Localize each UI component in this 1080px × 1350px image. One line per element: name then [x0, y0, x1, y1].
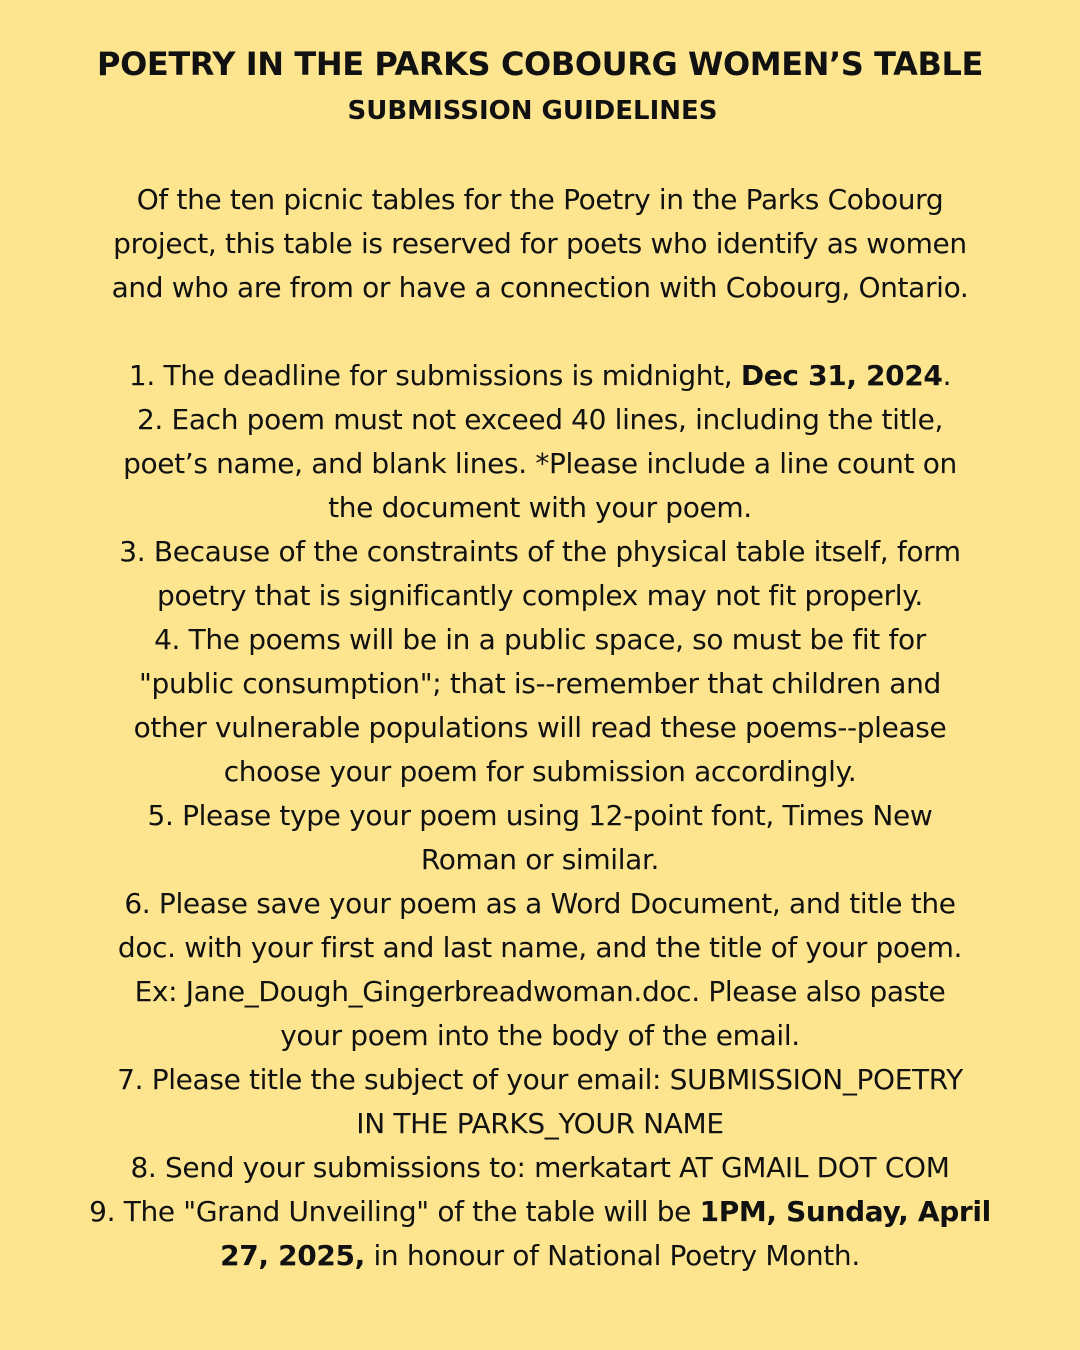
deadline-date: Dec 31, 2024 — [740, 359, 943, 392]
guideline-font — [40, 794, 1040, 882]
page-subtitle: SUBMISSION GUIDELINES — [347, 96, 718, 126]
guideline-line — [40, 1190, 1040, 1234]
intro-line: Of the ten picnic tables for the Poetry in the Parks Cobourg — [136, 183, 944, 216]
page-title: POETRY IN THE PARKS COBOURG WOMEN’S TABLE — [97, 45, 983, 83]
guideline-line: poetry that is significantly complex may not fit properly. — [157, 579, 923, 612]
guideline-line — [40, 1234, 1040, 1278]
guideline-line: poet’s name, and blank lines. *Please include a line count on — [123, 447, 957, 480]
guideline-line: choose your poem for submission accordingly. — [223, 755, 857, 788]
guideline-line: other vulnerable populations will read these poems--please — [133, 711, 947, 744]
guideline-line: "public consumption"; that is--remember that children and — [139, 667, 941, 700]
guideline-file-format — [40, 882, 1040, 1058]
guideline-public-space — [40, 618, 1040, 794]
guideline-line: your poem into the body of the email. — [280, 1019, 800, 1052]
body-text — [40, 178, 1040, 1278]
guideline-line: Ex: Jane_Dough_Gingerbreadwoman.doc. Please also paste — [134, 975, 946, 1008]
guideline-line: IN THE PARKS_YOUR NAME — [356, 1107, 724, 1140]
guideline-text: 1. The deadline for submissions is midnight, — [128, 359, 741, 392]
guideline-line-limit — [40, 398, 1040, 530]
guideline-line: the document with your poem. — [328, 491, 752, 524]
unveiling-date: 27, 2025, — [220, 1239, 365, 1272]
guideline-unveiling — [40, 1190, 1040, 1278]
guideline-deadline — [40, 354, 1040, 398]
guideline-line: 8. Send your submissions to: merkatart AT GMAIL DOT COM — [130, 1151, 950, 1184]
guideline-text: . — [942, 359, 952, 392]
guidelines-list — [40, 354, 1040, 1278]
unveiling-time: 1PM, Sunday, April — [699, 1195, 991, 1228]
intro-line: project, this table is reserved for poets who identify as women — [113, 227, 967, 260]
guideline-line: doc. with your first and last name, and the title of your poem. — [117, 931, 963, 964]
guideline-line: 4. The poems will be in a public space, so must be fit for — [154, 623, 926, 656]
guideline-line: 3. Because of the constraints of the physical table itself, form — [119, 535, 961, 568]
guideline-line: 6. Please save your poem as a Word Document, and title the — [124, 887, 956, 920]
guideline-send-to — [40, 1146, 1040, 1190]
intro-paragraph — [40, 178, 1040, 310]
guideline-form-constraints — [40, 530, 1040, 618]
guideline-line: Roman or similar. — [420, 843, 660, 876]
guideline-text: 9. The "Grand Unveiling" of the table will be — [89, 1195, 700, 1228]
guideline-email-subject — [40, 1058, 1040, 1146]
guideline-line: 2. Each poem must not exceed 40 lines, including the title, — [136, 403, 944, 436]
guideline-line: 7. Please title the subject of your email: SUBMISSION_POETRY — [117, 1063, 963, 1096]
guideline-text: in honour of National Poetry Month. — [364, 1239, 860, 1272]
intro-line: and who are from or have a connection with Cobourg, Ontario. — [111, 271, 969, 304]
guideline-line: 5. Please type your poem using 12-point font, Times New — [147, 799, 933, 832]
